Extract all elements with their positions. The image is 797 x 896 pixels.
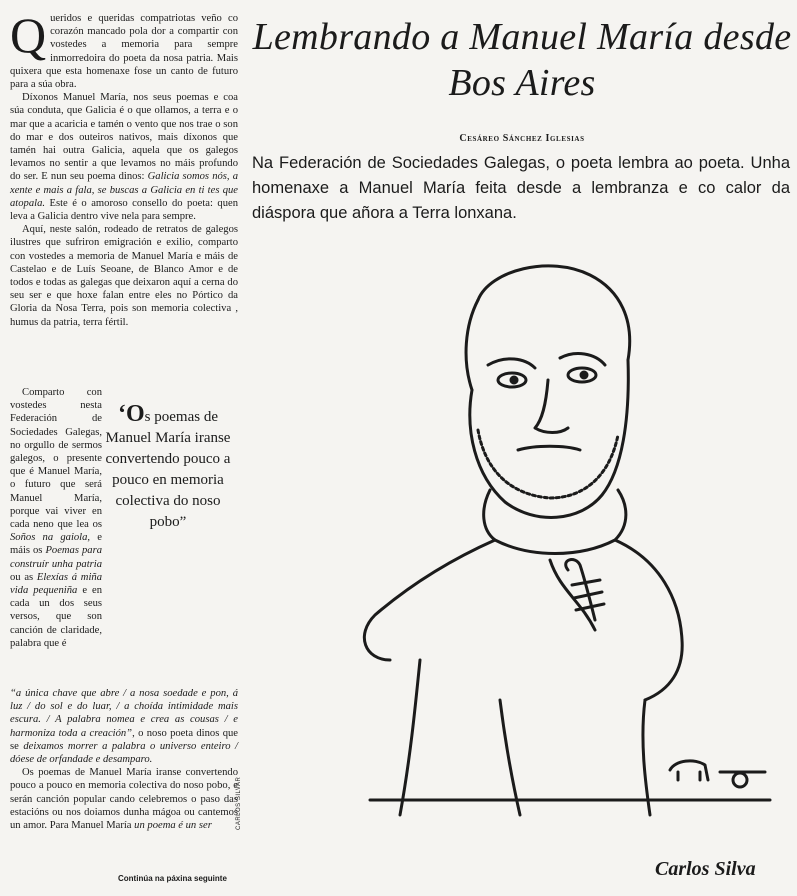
paragraph-5-text: Os poemas de Manuel María iranse convertendo pouco a pouco en memoria colectiva do noso pobo, e serán canción popular cando celebremos o paso das estacións ou nos doiamos dunha mágoa ou cantemos un amor. Para Manuel María xyxy=(10,767,238,832)
paragraph-2-italic: Galicia somos nós, a xente e mais a fala, se buscas a Galicia en ti tes que atopala. xyxy=(10,171,238,209)
paragraph-4-text-e: , o noso poeta dinos que se xyxy=(10,727,238,752)
illustration-credit: CARLOS SILVAR xyxy=(236,776,242,830)
right-leg xyxy=(643,700,650,815)
paragraph-4-italic-4: “a única chave que abre / a nosa soedade e pon, á luz / do sol e do luar, / a choída intimidade mais escura. / A palabra nomea e crea as cousas / e harmoniza toda a creación” xyxy=(10,688,238,739)
paragraph-2-text-b: Este é o amoroso consello do poeta: quen leva a Galicia dentro vive nela para sempre. xyxy=(10,197,238,223)
paragraph-2 xyxy=(10,91,238,223)
paragraph-4-italic-1: Soños na gaiola xyxy=(10,532,88,544)
paragraph-2-text-a: Díxonos Manuel María, nos seus poemas e coa súa conduta, que Galicia é o que ollamos, a terra e o mar que a acaricia e tamén o vento que nos trae o son do mar e dos outeiros nativos, mais díxonos que tamén hai outra Galicia, aquela que os galegos levamos no sentir a que levamos no máis profundo do ser. E nun seu poema dinos: xyxy=(10,92,238,183)
article-lower-column xyxy=(10,687,238,832)
cart-wheel-icon xyxy=(733,773,747,787)
paragraph-4-italic-5: deixamos morrer a palabra o universo enteiro / dóese de orfandade e desamparo. xyxy=(10,740,238,766)
paragraph-1-text: ueridos e queridas compatriotas veño co corazón mancado pola dor a compartir con vostedes a memoria para sempre inmorredoira do poeta da nosa patria. Mais quixera que esta homenaxe fose un canto de futuro para a súa obra. xyxy=(10,13,238,91)
article-wrap-column xyxy=(10,386,102,650)
paragraph-4-text-c: ou as xyxy=(10,571,37,583)
paragraph-4-text-d: e en cada un dos seus versos, que son canción de claridade, palabra que é xyxy=(10,585,102,649)
paragraph-4-italic-3: Elexías á miña vida pequeniña xyxy=(10,571,102,597)
continued-note: Continúa na páxina seguinte xyxy=(118,874,227,883)
left-leg xyxy=(400,660,420,815)
left-arm xyxy=(364,540,495,660)
cow-icon xyxy=(670,761,708,780)
paragraph-4-text-b: , e máis os xyxy=(10,532,102,557)
headline: Lembrando a Manuel María desde Bos Aires xyxy=(252,16,792,104)
pull-quote-open: ‘O xyxy=(118,401,145,427)
paragraph-4-text-a: Comparto con vostedes nesta Federación de Sociedades Galegas, no orgullo de sermos galegos, o presente que é Manuel María, o futuro que será Manuel María, porque vai viver en cada neno que lea os xyxy=(10,387,102,531)
pull-quote-text: s poemas de Manuel María iranse convertendo pouco a pouco en memoria colectiva do noso pobo” xyxy=(105,409,231,530)
paragraph-3-text: Aquí, neste salón, rodeado de retratos de galegos ilustres que sufriron emigración e exilio, comparto con vostedes a memoria de Manuel María e máis de Castelao e de Luís Seoane, de Blanco Amor e de todos e todas as galegas que deixaron aquí a cerna do seu ser e que hoxe falan entre eles no Pórtico da Gloria da Nosa Terra, pois son memoria colectiva , humus da patria, terra fértil. xyxy=(10,224,238,328)
caricature-illustration xyxy=(250,240,790,860)
paragraph-3 xyxy=(10,223,238,329)
paragraph-4-continued xyxy=(10,687,238,766)
collar xyxy=(484,490,626,554)
paragraph-4 xyxy=(10,386,102,650)
right-arm xyxy=(615,540,682,700)
lyre-icon xyxy=(566,560,595,620)
byline: Cesáreo Sánchez Iglesias xyxy=(459,133,585,144)
lede: Na Federación de Sociedades Galegas, o poeta lembra ao poeta. Unha homenaxe a Manuel María feita desde a lembranza e co calor da diáspora que añora a Terra lonxana. xyxy=(252,154,790,222)
drop-cap: Q xyxy=(10,7,47,63)
paragraph-4-italic-2: Poemas para construír unha patria xyxy=(10,545,102,570)
paragraph-1 xyxy=(10,7,238,91)
illustrator-signature: Carlos Silva xyxy=(655,858,756,880)
article-column xyxy=(10,7,238,329)
paragraph-5 xyxy=(10,766,238,832)
pull-quote xyxy=(104,401,232,533)
paragraph-5-italic: un poema é un ser xyxy=(134,820,212,832)
hair-outline xyxy=(478,266,630,360)
